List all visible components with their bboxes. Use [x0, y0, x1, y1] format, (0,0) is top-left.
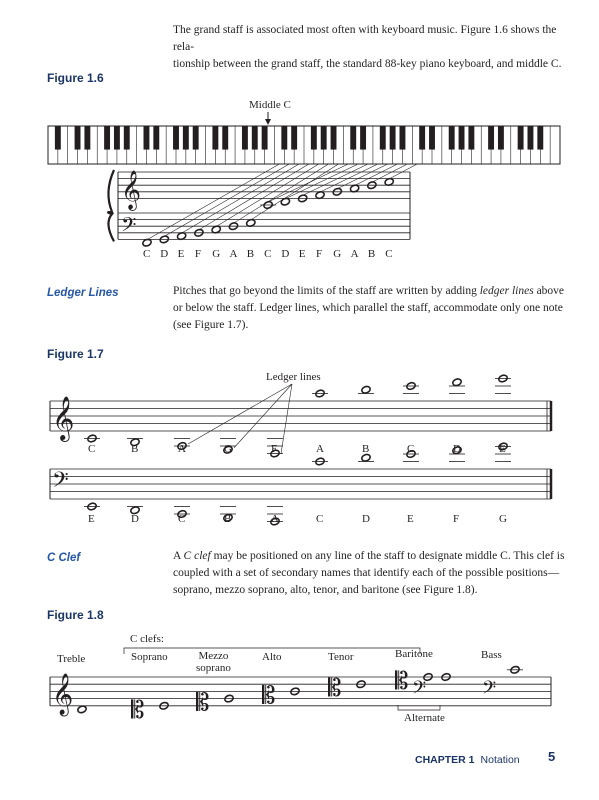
bass-note-name: E	[407, 513, 414, 525]
treble-note-name: B	[362, 443, 370, 455]
black-key	[222, 126, 228, 150]
black-key	[104, 126, 110, 150]
black-key	[153, 126, 159, 150]
treble-note-name: D	[453, 443, 461, 455]
treble-label: Treble	[57, 653, 86, 665]
fig17-treble-note	[361, 385, 371, 394]
c-clef-paragraph	[173, 548, 568, 599]
ledger-text-b: above or below the staff. Ledger lines, which parallel the staff, accommodate only one note (see Figure 1.7).	[173, 285, 565, 331]
black-key	[144, 126, 150, 150]
tenor-label: Tenor	[328, 651, 354, 663]
black-key	[55, 126, 61, 150]
black-key	[124, 126, 130, 150]
black-key	[193, 126, 199, 150]
black-key	[488, 126, 494, 150]
ledger-text-emphasis: ledger lines	[479, 285, 534, 297]
intro-line-2: tionship between the grand staff, the standard 88-key piano keyboard, and middle C.	[173, 58, 562, 70]
black-key	[498, 126, 504, 150]
treble-note-name: B	[131, 443, 139, 455]
c-clefs-label: C clefs:	[130, 633, 164, 645]
treble-note-name: G	[224, 443, 232, 455]
bass-note-name: D	[131, 513, 139, 525]
key-to-note-line	[285, 164, 358, 199]
alto-clef-icon: 𝄡	[262, 681, 276, 710]
treble-note-name: C	[407, 443, 415, 455]
note-name: C	[385, 248, 393, 260]
ledger-lines-heading: Ledger Lines	[47, 287, 119, 299]
black-key	[419, 126, 425, 150]
alto-label: Alto	[262, 651, 282, 663]
black-key	[449, 126, 455, 150]
alternate-baritone-clef-icon: 𝄢	[412, 678, 427, 703]
bass-note-name: B	[224, 513, 232, 525]
mezzo-soprano-clef-icon: 𝄡	[196, 688, 210, 717]
baritone-label: Baritone	[395, 648, 433, 660]
figure-1-6-label: Figure 1.6	[47, 71, 104, 85]
treble-note-name: C	[88, 443, 96, 455]
bass-clef-icon: 𝄢	[121, 213, 137, 241]
treble-clef-icon: 𝄞	[121, 170, 142, 210]
black-key	[311, 126, 317, 150]
black-key	[429, 126, 435, 150]
black-key	[281, 126, 287, 150]
treble-note-name: A	[316, 443, 324, 455]
black-key	[173, 126, 179, 150]
note-name: A	[350, 248, 359, 260]
piano-keyboard	[48, 126, 560, 164]
fig17-bass-clef-icon: 𝄢	[52, 468, 69, 498]
black-key	[84, 126, 90, 150]
bass-note-name: E	[88, 513, 95, 525]
figure-1-8-staff	[50, 648, 551, 724]
middle-c-arrow	[265, 112, 271, 125]
note-name: F	[316, 248, 323, 260]
alternate-label: Alternate	[404, 712, 445, 724]
black-key	[291, 126, 297, 150]
black-key	[75, 126, 81, 150]
black-key	[331, 126, 337, 150]
key-to-note-line	[234, 164, 329, 223]
treble-note-name: F	[271, 443, 278, 455]
fig17-treble-clef-icon: 𝄞	[52, 396, 75, 440]
note-name: D	[281, 248, 290, 260]
black-key	[262, 126, 268, 150]
soprano-label: Soprano	[131, 651, 168, 663]
black-key	[380, 126, 386, 150]
figure-1-8-label: Figure 1.8	[47, 608, 104, 622]
bass-note-name: G	[499, 513, 507, 525]
middle-c-label: Middle C	[249, 99, 291, 111]
note-name: D	[160, 248, 169, 260]
note-name: B	[367, 248, 376, 260]
black-key	[390, 126, 396, 150]
black-key	[350, 126, 356, 150]
bass-note-name: D	[362, 513, 370, 525]
c-clef-heading: C Clef	[47, 552, 81, 564]
note-name: G	[333, 248, 342, 260]
cclef-text-b: may be positioned on any line of the staff to designate middle C. This clef is coupled with a set of secondary names that identify each of the possible positions—soprano, mezzo soprano, alto, tenor, and baritone (see Figure 1.8).	[173, 550, 565, 596]
note-name: E	[298, 248, 306, 260]
key-to-note-line	[372, 164, 407, 182]
fig18-note	[77, 705, 87, 714]
fig17-treble-note	[452, 378, 462, 387]
note-name: C	[143, 248, 151, 260]
treble-note-name: A	[178, 443, 186, 455]
mezzo-soprano-label	[196, 650, 231, 674]
brace	[108, 170, 114, 241]
note-name: A	[229, 248, 238, 260]
black-key	[468, 126, 474, 150]
bass-clef-icon: 𝄢	[482, 678, 497, 703]
chapter-title: Notation	[480, 754, 520, 766]
baritone-clef-icon: 𝄡	[395, 667, 409, 695]
black-key	[400, 126, 406, 150]
black-key	[360, 126, 366, 150]
chapter-label: CHAPTER 1	[415, 754, 475, 766]
key-to-note-line	[268, 164, 348, 202]
note-name: G	[212, 248, 221, 260]
treble-note-name: E	[499, 443, 506, 455]
black-key	[242, 126, 248, 150]
bass-note-name: C	[178, 513, 186, 525]
grand-staff	[108, 164, 417, 247]
bass-note-name: F	[453, 513, 460, 525]
note-name: E	[177, 248, 185, 260]
black-key	[114, 126, 120, 150]
figure-1-7-staves	[50, 374, 551, 526]
page-footer	[415, 754, 520, 766]
ledger-lines-paragraph	[173, 283, 568, 334]
cclef-text-emphasis: C clef	[183, 550, 211, 562]
page-number: 5	[548, 749, 556, 764]
intro-line-1: The grand staff is associated most often with keyboard music. Figure 1.6 shows the rela-	[173, 24, 557, 53]
ledger-pointer-line	[188, 384, 292, 444]
black-key	[528, 126, 534, 150]
black-key	[518, 126, 524, 150]
black-key	[252, 126, 258, 150]
ledger-lines-label: Ledger lines	[266, 371, 321, 383]
bass-note-name: C	[316, 513, 324, 525]
fig18-treble-clef-icon: 𝄞	[52, 674, 74, 715]
mezzo-label-line1: Mezzo	[198, 650, 229, 662]
bass-note-name: A	[271, 513, 279, 525]
mezzo-label-line2: soprano	[196, 662, 231, 674]
ledger-text-a: Pitches that go beyond the limits of the staff are written by adding	[173, 285, 480, 297]
black-key	[459, 126, 465, 150]
note-name: F	[194, 248, 202, 260]
cclef-text-a: A	[173, 550, 184, 562]
black-key	[212, 126, 218, 150]
note-name: B	[246, 248, 255, 260]
figure-1-7-label: Figure 1.7	[47, 347, 104, 361]
soprano-clef-icon: 𝄡	[131, 695, 145, 724]
black-key	[183, 126, 189, 150]
tenor-clef-icon: 𝄡	[328, 674, 342, 703]
bass-label: Bass	[481, 649, 502, 661]
note-name: C	[264, 248, 272, 260]
black-key	[321, 126, 327, 150]
black-key	[537, 126, 543, 150]
